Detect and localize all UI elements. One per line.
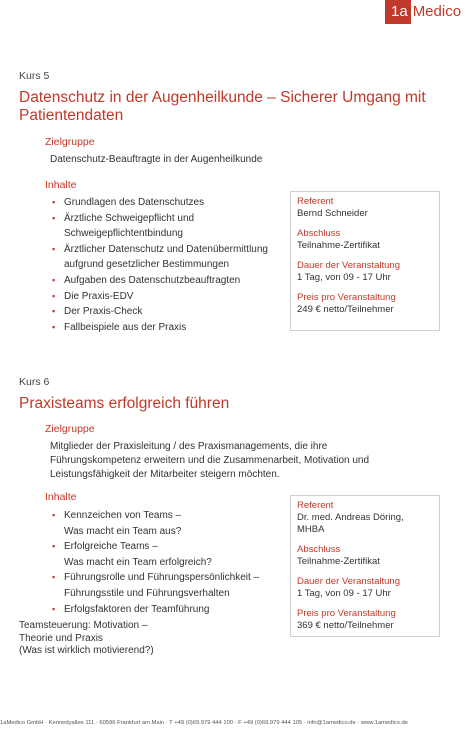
kurs6-zielgruppe-line: Leistungsfähigkeit der Mitarbeiter steigern möchten. <box>50 469 280 480</box>
kurs6-inhalte-list-item-line: Führungsrolle und Führungspersönlichkeit – <box>64 572 260 584</box>
kurs6-info-box <box>290 495 440 637</box>
kurs5-label: Kurs 5 <box>19 70 50 82</box>
kurs6-zielgruppe-line: Führungskompetenz erweitern und die Zusammenarbeit, Motivation und <box>50 455 370 466</box>
bullet-icon: ▪ <box>52 603 56 614</box>
kurs6-referent: Dr. med. Andreas Döring, MHBA <box>297 512 404 535</box>
kurs6-zielgruppe-text <box>50 440 369 482</box>
kurs6-extra-line: (Was ist wirklich motivierend?) <box>19 645 154 656</box>
kurs5-inhalte-list-item <box>50 289 268 305</box>
kurs6-zielgruppe-label: Zielgruppe <box>45 423 95 435</box>
bullet-icon: ▪ <box>52 572 56 583</box>
kurs6-title: Praxisteams erfolgreich führen <box>19 395 230 412</box>
logo-part-medico: Medico <box>412 3 462 20</box>
kurs5-inhalte-list-item <box>50 273 268 289</box>
kurs5-inhalte-list <box>50 195 268 335</box>
kurs5-inhalte-list-item-line: Aufgaben des Datenschutzbeauftragten <box>64 274 241 286</box>
kurs5-inhalte-list-item-line: Fallbeispiele aus der Praxis <box>64 321 187 333</box>
kurs5-inhalte-list-item <box>50 211 268 242</box>
bullet-icon: ▪ <box>52 212 56 223</box>
kurs6-inhalte-list-item-line: Kennzeichen von Teams – <box>64 510 182 521</box>
bullet-icon: ▪ <box>52 197 56 207</box>
footer-contact: 1aMedico GmbH · Kennedyallee 111 · 60596 Frankfurt am Main · T +49 (0)69.979 444 100 · F +49 (0)69.979 444 105 · info@1amedico.de · www.1amedico.de <box>0 720 408 726</box>
kurs6-inhalte-list-item-line: Führungsstile und Führungsverhalten <box>64 587 230 599</box>
kurs6-inhalte-list-item-line: Erfolgsfaktoren der Teamführung <box>64 603 210 615</box>
kurs6-preis-label: Preis pro Veranstaltung <box>297 608 396 619</box>
kurs5-inhalte-list-item-line: Die Praxis-EDV <box>64 290 134 302</box>
kurs5-inhalte-list-item-line: Schweigepflichtentbindung <box>64 228 183 240</box>
kurs5-inhalte-list-item <box>50 320 268 336</box>
bullet-icon: ▪ <box>52 290 56 301</box>
kurs5-inhalte-list-item-line: Grundlagen des Datenschutzes <box>64 197 205 208</box>
kurs6-inhalte-list-item-line: Erfolgreiche Teams – <box>64 541 158 553</box>
kurs6-inhalte-list-item <box>50 602 259 618</box>
kurs5-inhalte-list-item-line: Der Praxis-Check <box>64 306 143 318</box>
kurs6-dauer-label: Dauer der Veranstaltung <box>297 576 400 587</box>
kurs5-abschluss-label: Abschluss <box>297 228 341 239</box>
bullet-icon: ▪ <box>52 510 56 520</box>
kurs6-inhalte-label: Inhalte <box>45 491 77 503</box>
kurs5-inhalte-list-item-line: aufgrund gesetzlicher Bestimmungen <box>64 259 230 271</box>
kurs6-inhalte-list-item-line: Was macht ein Team aus? <box>64 525 182 537</box>
bullet-icon: ▪ <box>52 306 56 317</box>
bullet-icon: ▪ <box>52 243 56 254</box>
kurs6-extra-item <box>19 620 154 658</box>
kurs6-extra-line: Teamsteuerung: Motivation – <box>19 620 148 631</box>
kurs6-inhalte-list-item-line: Was macht ein Team erfolgreich? <box>64 556 212 568</box>
kurs5-info-box <box>290 191 440 331</box>
bullet-icon: ▪ <box>52 541 56 552</box>
kurs6-inhalte-list-item <box>50 508 259 539</box>
kurs6-label: Kurs 6 <box>19 376 50 388</box>
kurs5-zielgruppe-text: Datenschutz-Beauftragte in der Augenheilkunde <box>50 154 263 165</box>
bullet-icon: ▪ <box>52 321 56 332</box>
kurs5-referent: Bernd Schneider <box>297 208 368 219</box>
kurs6-abschluss-label: Abschluss <box>297 544 341 555</box>
kurs5-referent-label: Referent <box>297 196 334 207</box>
kurs6-inhalte-list-item <box>50 539 259 570</box>
kurs5-title: Datenschutz in der Augenheilkunde – Sicherer Umgang mit Patientendaten <box>19 89 426 124</box>
kurs6-inhalte-list-item <box>50 570 259 601</box>
kurs5-inhalte-list-item <box>50 195 268 211</box>
company-logo <box>385 0 474 24</box>
kurs5-abschluss: Teilnahme-Zertifikat <box>297 240 380 251</box>
kurs6-referent-label: Referent <box>297 500 334 511</box>
kurs5-preis-label: Preis pro Veranstaltung <box>297 292 396 303</box>
kurs5-inhalte-list-item <box>50 242 268 273</box>
kurs6-extra-line: Theorie und Praxis <box>19 632 103 644</box>
kurs5-inhalte-label: Inhalte <box>45 179 77 191</box>
kurs5-preis: 249 € netto/Teilnehmer <box>297 304 394 315</box>
bullet-icon: ▪ <box>52 274 56 285</box>
kurs5-inhalte-list-item <box>50 304 268 320</box>
kurs5-inhalte-list-item-line: Ärztlicher Datenschutz und Datenübermittlung <box>64 243 268 255</box>
kurs6-dauer: 1 Tag, von 09 - 17 Uhr <box>297 588 391 599</box>
kurs6-inhalte-list <box>50 508 259 617</box>
kurs5-inhalte-list-item-line: Ärztliche Schweigepflicht und <box>64 212 195 224</box>
logo-part-1a: 1a <box>385 0 411 24</box>
kurs6-zielgruppe-line: Mitglieder der Praxisleitung / des Praxismanagements, die ihre <box>50 441 328 452</box>
kurs5-dauer: 1 Tag, von 09 - 17 Uhr <box>297 272 391 283</box>
kurs5-dauer-label: Dauer der Veranstaltung <box>297 260 400 271</box>
kurs5-zielgruppe-label: Zielgruppe <box>45 136 95 148</box>
kurs6-abschluss: Teilnahme-Zertifikat <box>297 556 380 567</box>
kurs6-preis: 369 € netto/Teilnehmer <box>297 620 394 631</box>
